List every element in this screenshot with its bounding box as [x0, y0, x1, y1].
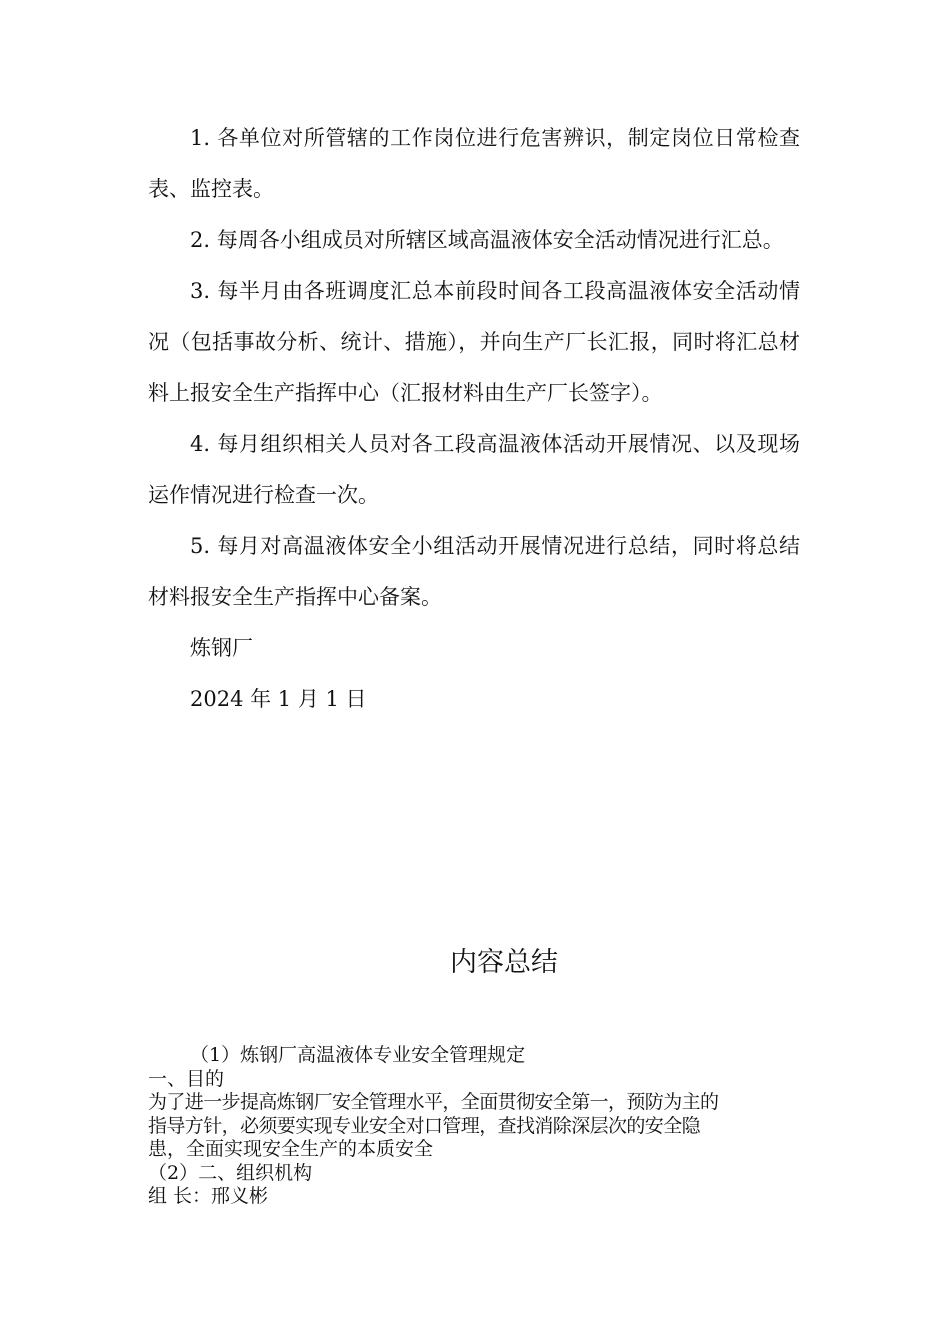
signature-date: 2024 年 1 月 1 日 [190, 687, 367, 711]
paragraph-2: 2. 每周各小组成员对所辖区域高温液体安全活动情况进行汇总。 [190, 228, 784, 252]
paragraph-3: 3. 每半月由各班调度汇总本前段时间各工段高温液体安全活动情况（包括事故分析、统计、措施），并向生产厂长汇报，同时将汇总材料上报安全生产指挥中心（汇报材料由生产厂长签字）。 [148, 279, 800, 405]
summary-line-5: 患，全面实现安全生产的本质安全 [148, 1138, 434, 1160]
signature-organization: 炼钢厂 [190, 636, 253, 660]
paragraph-1: 1. 各单位对所管辖的工作岗位进行危害辨识，制定岗位日常检查表、监控表。 [148, 126, 800, 201]
document-body [148, 113, 800, 725]
summary-line-4: 指导方针，必须要实现专业安全对口管理，查找消除深层次的安全隐 [148, 1114, 701, 1137]
summary-section [148, 1044, 808, 1209]
summary-line-7: 组 长：邢义彬 [148, 1185, 269, 1207]
summary-line-2: 一、目的 [148, 1067, 225, 1090]
summary-title: 内容总结 [450, 947, 558, 978]
paragraph-4: 4. 每月组织相关人员对各工段高温液体活动开展情况、以及现场运作情况进行检查一次。 [148, 432, 800, 507]
summary-line-6: （2）二、组织机构 [148, 1161, 313, 1184]
paragraph-5: 5. 每月对高温液体安全小组活动开展情况进行总结，同时将总结材料报安全生产指挥中心备案。 [148, 534, 800, 609]
summary-line-1: （1）炼钢厂高温液体专业安全管理规定 [190, 1044, 526, 1066]
summary-line-3: 为了进一步提高炼钢厂安全管理水平，全面贯彻安全第一，预防为主的 [148, 1091, 719, 1113]
